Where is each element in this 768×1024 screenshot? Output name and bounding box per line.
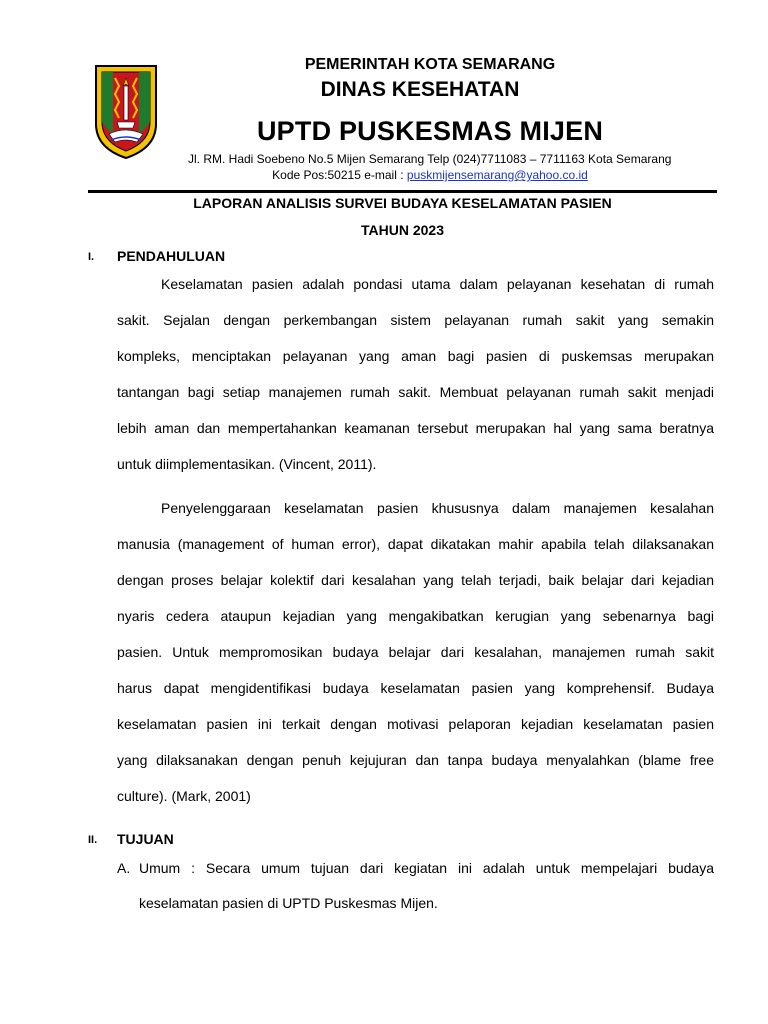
list-item-marker: A. xyxy=(117,860,131,876)
paragraph-line: keselamatan pasien ini terkait dengan motivasi pelaporan kejadian keselamatan pasien xyxy=(117,716,714,732)
report-title: LAPORAN ANALISIS SURVEI BUDAYA KESELAMATAN PASIEN xyxy=(193,195,612,211)
paragraph-line: pasien. Untuk mempromosikan budaya belajar dari kesalahan, manajemen rumah sakit xyxy=(117,644,714,660)
paragraph-line: untuk diimplementasikan. (Vincent, 2011). xyxy=(117,456,377,472)
list-item-text: keselamatan pasien di UPTD Puskesmas Mijen. xyxy=(139,895,438,911)
paragraph-line: lebih aman dan mempertahankan keamanan tersebut merupakan hal yang sama beratnya xyxy=(117,420,714,436)
semarang-city-emblem-icon xyxy=(93,64,159,160)
letterhead-divider xyxy=(88,190,717,193)
paragraph-line: dengan proses belajar kolektif dari kesalahan yang telah terjadi, baik belajar dari kejadian xyxy=(117,572,714,588)
postal-code-label: Kode Pos:50215 e-mail : xyxy=(272,168,407,182)
letterhead-address: Jl. RM. Hadi Soebeno No.5 Mijen Semarang Telp (024)7711083 – 7711163 Kota Semarang xyxy=(188,152,672,166)
paragraph-line: Keselamatan pasien adalah pondasi utama dalam pelayanan kesehatan di rumah xyxy=(161,276,714,292)
paragraph-line: tantangan bagi setiap manajemen rumah sakit. Membuat pelayanan rumah sakit menjadi xyxy=(117,384,714,400)
paragraph-line: sakit. Sejalan dengan perkembangan sistem pelayanan rumah sakit yang semakin xyxy=(117,312,714,328)
section-number: II. xyxy=(88,834,98,846)
paragraph-line: Penyelenggaraan keselamatan pasien khususnya dalam manajemen kesalahan xyxy=(161,500,714,516)
letterhead-institution: UPTD PUSKESMAS MIJEN xyxy=(256,116,604,146)
paragraph-line: manusia (management of human error), dapat dikatakan mahir apabila telah dilaksanakan xyxy=(117,536,714,552)
paragraph-line: nyaris cedera ataupun kejadian yang mengakibatkan kerugian yang sebenarnya bagi xyxy=(117,608,714,624)
paragraph-line: kompleks, menciptakan pelayanan yang aman bagi pasien di puskemsas merupakan xyxy=(117,348,714,364)
section-heading: TUJUAN xyxy=(117,831,174,847)
paragraph-line: culture). (Mark, 2001) xyxy=(117,788,251,804)
email-link[interactable]: puskmijensemarang@yahoo.co.id xyxy=(406,168,588,182)
section-number: I. xyxy=(88,251,95,263)
section-heading: PENDAHULUAN xyxy=(117,248,226,264)
letterhead-department: DINAS KESEHATAN xyxy=(320,78,520,101)
letterhead-government: PEMERINTAH KOTA SEMARANG xyxy=(304,56,556,73)
paragraph-line: yang dilaksanakan dengan penuh kejujuran dan tanpa budaya menyalahkan (blame free xyxy=(117,752,714,768)
paragraph-line: harus dapat mengidentifikasi budaya keselamatan pasien yang komprehensif. Budaya xyxy=(117,680,714,696)
list-item-text: Umum : Secara umum tujuan dari kegiatan ini adalah untuk mempelajari budaya xyxy=(139,860,714,876)
report-year: TAHUN 2023 xyxy=(361,222,444,238)
letterhead-postal xyxy=(230,168,630,182)
